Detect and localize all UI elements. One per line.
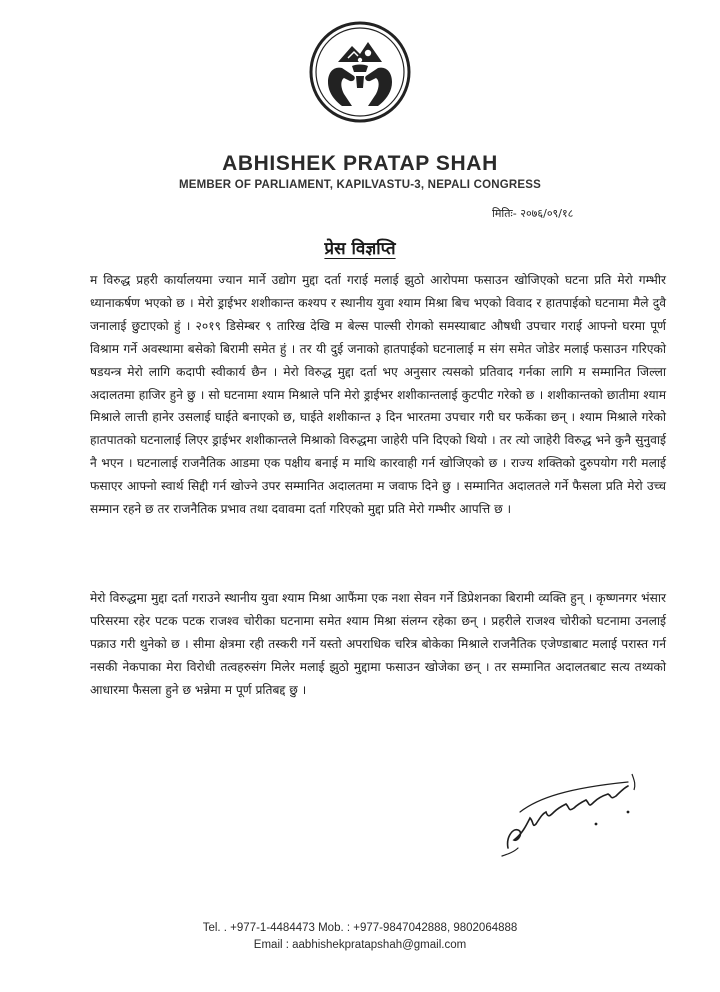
footer-email: Email : aabhishekpratapshah@gmail.com xyxy=(253,939,467,951)
letterhead-name: ABHISHEK PRATAP SHAH xyxy=(222,152,498,175)
body-paragraph-1: म विरुद्ध प्रहरी कार्यालयमा ज्यान मार्ने उद्योग मुद्दा दर्ता गराई मलाई झुठो आरोपमा फसाउन खोजिएको घटना प्रति मेरो गम्भीर ध्यानाकर्षण भएको छ । मेरो ड्राईभर शशीकान्त कश्यप र स्थानीय युवा श्याम मिश्रा बिच भएको विवाद र हातपाईको घटनामा मैले दुवै जनालाई छुटाएको हुं । २०१९ डिसेम्बर ९ तारिख देखि म बेल्स पाल्सी रोगको समस्याबाट औषधी उपचार गराई आफ्नो घरमा पूर्ण विश्राम गर्ने अवस्थामा बसेको बिरामी समेत हुं । तर यी दुई जनाको हातपाईको घटनालाई म संग समेत जोडेर मलाई फसाउन गरिएको षडयन्त्र मेरो लागि कदापी स्वीकार्य छैन । मेरो विरुद्ध मुद्दा दर्ता भए अनुसार त्यसको प्रतिवाद गर्नका लागि म सम्मानित जिल्ला अदालतमा हाजिर हुने छु । सो घटनामा श्याम मिश्राले पनि मेरो ड्राईभर शशीकान्तलाई कुटपीट गरेको छ । शशीकान्तको छातीमा श्याम मिश्राले लात्ती हानेर उसलाई घाईते बनाएको छ, घाईते शशीकान्त ३ दिन भारतमा उपचार गरी घर फर्केका छन् । श्याम मिश्राले गरेको हातपातको घटनालाई लिएर ड्राईभर शशीकान्तले मिश्राको विरुद्धमा जाहेरी पनि दिएको थियो । तर त्यो जाहेरी विरुद्ध भने कुनै सुनुवाई नै भएन । घटनालाई राजनैतिक आडमा एक पक्षीय बनाई म माथि कारवाही गर्न खोजिएको छ । राज्य शक्तिको दुरुपयोग गरी मलाई फसाएर आफ्नो स्वार्थ सिद्दी गर्न खोज्ने उपर सम्मानित अदालतमा म जवाफ दिने छु । सम्मानित अदालतले गर्ने फैसला प्रति मेरो उच्च सम्मान रहने छ तर राजनैतिक प्रभाव तथा दवावमा दर्ता गरिएको मुद्दा प्रति मेरो गम्भीर आपत्ति छ । xyxy=(90,273,666,517)
footer-contact: Tel. . +977-1-4484473 Mob. : +977-9847042888, 9802064888 xyxy=(202,922,518,934)
press-release-heading-wrapper xyxy=(0,236,720,259)
body-paragraph-2: मेरो विरुद्धमा मुद्दा दर्ता गराउने स्थानीय युवा श्याम मिश्रा आफैंमा एक नशा सेवन गर्ने डिप्रेशनका बिरामी व्यक्ति हुन् । कृष्णनगर भंसार परिसरमा रहेर पटक पटक राजश्व चोरीका घटनामा समेत श्याम मिश्रा संलग्न रहेका छन् । प्रहरीले राजश्व चोरीको घटनामा उनलाई पक्राउ गरी थुनेको छ । सीमा क्षेत्रमा रही तस्करी गर्ने यस्तो अपराधिक चरित्र बोकेका मिश्राले राजनैतिक एजेण्डाबाट मलाई परास्त गर्न नसकी नेकपाका मेरा विरोधी तत्वहरुसंग मिलेर मलाई झुठो मुद्दामा फसाउन खोजेका छन् । तर सम्मानित अदालतबाट सत्य तथ्यको आधारमा फैसला हुने छ भन्नेमा म पूर्ण प्रतिबद्द छु । xyxy=(90,591,666,697)
nepali-congress-tree-emblem-icon xyxy=(308,20,412,124)
letterhead-designation: MEMBER OF PARLIAMENT, KAPILVASTU-3, NEPALI CONGRESS xyxy=(178,179,542,191)
handwritten-signature-icon xyxy=(478,768,646,864)
press-release-heading: प्रेस विज्ञप्ति xyxy=(324,239,396,259)
document-date: मितिः- २०७६/०९/१८ xyxy=(492,207,574,220)
